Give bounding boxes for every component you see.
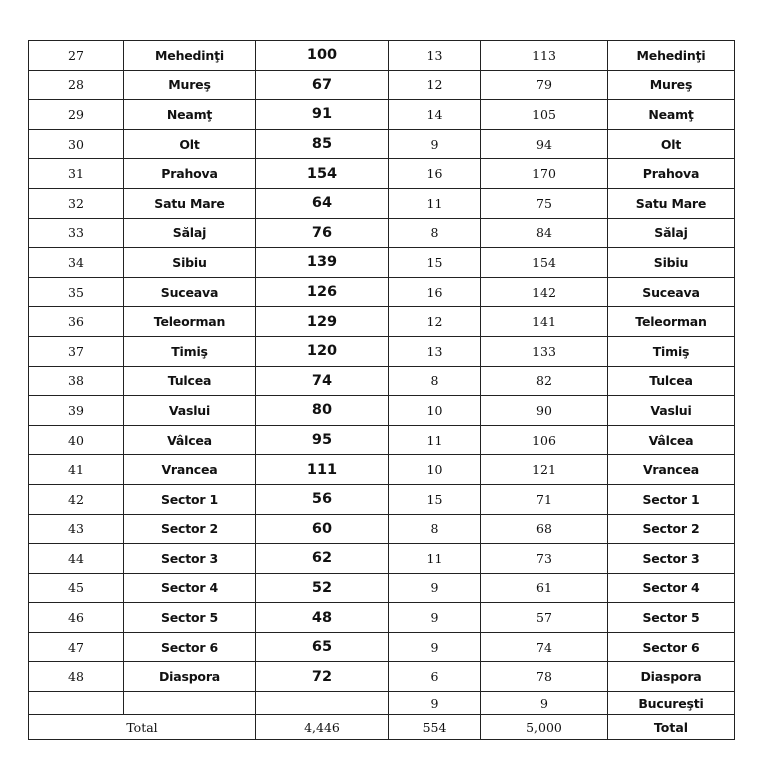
total-col5: 5,000	[481, 715, 608, 740]
table-row	[29, 573, 735, 603]
col4-value: 13	[389, 41, 481, 71]
row-number: 44	[29, 544, 124, 574]
table-row	[29, 603, 735, 633]
col3-value: 72	[256, 662, 389, 692]
empty-cell	[256, 692, 389, 715]
col5-value: 90	[481, 396, 608, 426]
county-name: Timiş	[124, 336, 256, 366]
county-name-right: Satu Mare	[608, 188, 735, 218]
county-name: Sălaj	[124, 218, 256, 248]
county-name-right: Sector 2	[608, 514, 735, 544]
col4-value: 15	[389, 484, 481, 514]
bucuresti-col5: 9	[481, 692, 608, 715]
county-name: Satu Mare	[124, 188, 256, 218]
bucuresti-row	[29, 692, 735, 715]
col3-value: 60	[256, 514, 389, 544]
col4-value: 16	[389, 277, 481, 307]
col4-value: 8	[389, 366, 481, 396]
col4-value: 10	[389, 455, 481, 485]
col3-value: 62	[256, 544, 389, 574]
row-number: 41	[29, 455, 124, 485]
county-name-right: Sector 5	[608, 603, 735, 633]
col5-value: 74	[481, 632, 608, 662]
col5-value: 75	[481, 188, 608, 218]
row-number: 27	[29, 41, 124, 71]
county-name-right: Neamţ	[608, 100, 735, 130]
row-number: 37	[29, 336, 124, 366]
county-name-right: Sălaj	[608, 218, 735, 248]
table-row	[29, 455, 735, 485]
county-name-right: Prahova	[608, 159, 735, 189]
bucuresti-label: Bucureşti	[608, 692, 735, 715]
col5-value: 142	[481, 277, 608, 307]
col5-value: 73	[481, 544, 608, 574]
col5-value: 154	[481, 248, 608, 278]
col4-value: 9	[389, 603, 481, 633]
county-name: Olt	[124, 129, 256, 159]
col3-value: 95	[256, 425, 389, 455]
col5-value: 121	[481, 455, 608, 485]
county-name: Sector 3	[124, 544, 256, 574]
col4-value: 9	[389, 573, 481, 603]
table-row	[29, 366, 735, 396]
col4-value: 10	[389, 396, 481, 426]
bucuresti-col4: 9	[389, 692, 481, 715]
col3-value: 120	[256, 336, 389, 366]
row-number: 29	[29, 100, 124, 130]
county-name: Sibiu	[124, 248, 256, 278]
table-row	[29, 188, 735, 218]
col3-value: 139	[256, 248, 389, 278]
county-name-right: Olt	[608, 129, 735, 159]
table-row	[29, 396, 735, 426]
county-name-right: Teleorman	[608, 307, 735, 337]
table-row	[29, 425, 735, 455]
county-name-right: Diaspora	[608, 662, 735, 692]
col5-value: 61	[481, 573, 608, 603]
col5-value: 71	[481, 484, 608, 514]
county-name-right: Sector 4	[608, 573, 735, 603]
table-row	[29, 41, 735, 71]
col5-value: 57	[481, 603, 608, 633]
col4-value: 9	[389, 632, 481, 662]
col5-value: 84	[481, 218, 608, 248]
county-name: Neamţ	[124, 100, 256, 130]
col3-value: 56	[256, 484, 389, 514]
col4-value: 12	[389, 70, 481, 100]
county-name: Mureş	[124, 70, 256, 100]
row-number: 38	[29, 366, 124, 396]
row-number: 43	[29, 514, 124, 544]
col5-value: 170	[481, 159, 608, 189]
county-name-right: Sector 3	[608, 544, 735, 574]
county-name: Sector 4	[124, 573, 256, 603]
county-name: Vaslui	[124, 396, 256, 426]
empty-cell	[29, 692, 124, 715]
col4-value: 8	[389, 218, 481, 248]
table-row	[29, 129, 735, 159]
col4-value: 11	[389, 188, 481, 218]
county-name-right: Mureş	[608, 70, 735, 100]
row-number: 45	[29, 573, 124, 603]
row-number: 28	[29, 70, 124, 100]
col5-value: 82	[481, 366, 608, 396]
table-row	[29, 484, 735, 514]
col5-value: 78	[481, 662, 608, 692]
col3-value: 65	[256, 632, 389, 662]
row-number: 46	[29, 603, 124, 633]
table-row	[29, 662, 735, 692]
col3-value: 85	[256, 129, 389, 159]
row-number: 39	[29, 396, 124, 426]
table-row	[29, 218, 735, 248]
row-number: 33	[29, 218, 124, 248]
col3-value: 76	[256, 218, 389, 248]
col4-value: 12	[389, 307, 481, 337]
col5-value: 105	[481, 100, 608, 130]
county-name: Tulcea	[124, 366, 256, 396]
row-number: 35	[29, 277, 124, 307]
table-row	[29, 544, 735, 574]
row-number: 30	[29, 129, 124, 159]
table-row	[29, 336, 735, 366]
county-name: Mehedinţi	[124, 41, 256, 71]
row-number: 48	[29, 662, 124, 692]
table-row	[29, 70, 735, 100]
row-number: 34	[29, 248, 124, 278]
county-name-right: Tulcea	[608, 366, 735, 396]
county-name-right: Sector 6	[608, 632, 735, 662]
county-name: Diaspora	[124, 662, 256, 692]
table-body	[29, 41, 735, 740]
row-number: 32	[29, 188, 124, 218]
table-row	[29, 307, 735, 337]
table-row	[29, 100, 735, 130]
county-name-right: Vaslui	[608, 396, 735, 426]
total-col3: 4,446	[256, 715, 389, 740]
col3-value: 48	[256, 603, 389, 633]
col5-value: 133	[481, 336, 608, 366]
row-number: 42	[29, 484, 124, 514]
col5-value: 106	[481, 425, 608, 455]
county-name: Sector 6	[124, 632, 256, 662]
county-name: Sector 5	[124, 603, 256, 633]
data-table	[28, 40, 735, 740]
county-name-right: Vâlcea	[608, 425, 735, 455]
county-name-right: Sector 1	[608, 484, 735, 514]
col5-value: 113	[481, 41, 608, 71]
col4-value: 9	[389, 129, 481, 159]
col4-value: 6	[389, 662, 481, 692]
col5-value: 68	[481, 514, 608, 544]
col3-value: 52	[256, 573, 389, 603]
row-number: 40	[29, 425, 124, 455]
col3-value: 91	[256, 100, 389, 130]
county-name: Vâlcea	[124, 425, 256, 455]
county-name: Sector 1	[124, 484, 256, 514]
col3-value: 111	[256, 455, 389, 485]
county-name: Teleorman	[124, 307, 256, 337]
col4-value: 11	[389, 544, 481, 574]
col4-value: 13	[389, 336, 481, 366]
col5-value: 79	[481, 70, 608, 100]
col3-value: 129	[256, 307, 389, 337]
row-number: 36	[29, 307, 124, 337]
col3-value: 74	[256, 366, 389, 396]
col4-value: 16	[389, 159, 481, 189]
col3-value: 80	[256, 396, 389, 426]
empty-cell	[124, 692, 256, 715]
table-row	[29, 159, 735, 189]
total-label-right: Total	[608, 715, 735, 740]
total-row	[29, 715, 735, 740]
col4-value: 15	[389, 248, 481, 278]
col4-value: 14	[389, 100, 481, 130]
col3-value: 67	[256, 70, 389, 100]
col4-value: 11	[389, 425, 481, 455]
county-name-right: Timiş	[608, 336, 735, 366]
table-row	[29, 632, 735, 662]
county-name-right: Vrancea	[608, 455, 735, 485]
total-col4: 554	[389, 715, 481, 740]
col5-value: 94	[481, 129, 608, 159]
county-name: Sector 2	[124, 514, 256, 544]
table-row	[29, 277, 735, 307]
county-name-right: Sibiu	[608, 248, 735, 278]
county-name: Suceava	[124, 277, 256, 307]
row-number: 31	[29, 159, 124, 189]
table-row	[29, 514, 735, 544]
col3-value: 154	[256, 159, 389, 189]
county-name-right: Suceava	[608, 277, 735, 307]
table-row	[29, 248, 735, 278]
row-number: 47	[29, 632, 124, 662]
county-name-right: Mehedinţi	[608, 41, 735, 71]
col4-value: 8	[389, 514, 481, 544]
county-name: Vrancea	[124, 455, 256, 485]
col3-value: 64	[256, 188, 389, 218]
total-label: Total	[29, 715, 256, 740]
col3-value: 126	[256, 277, 389, 307]
col3-value: 100	[256, 41, 389, 71]
col5-value: 141	[481, 307, 608, 337]
county-name: Prahova	[124, 159, 256, 189]
